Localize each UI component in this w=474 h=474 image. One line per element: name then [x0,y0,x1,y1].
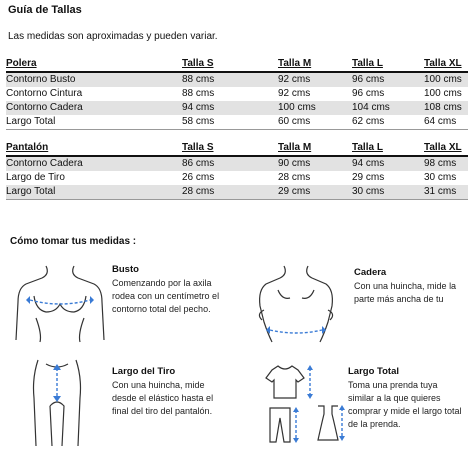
table-cell: Largo Total [6,185,182,200]
description-line: comprar y mide el largo total [348,406,462,416]
table-cell: 29 cms [278,185,352,200]
description-line: desde el elástico hasta el [112,393,214,403]
table-cell: 28 cms [278,172,311,183]
description-line: contorno total del pecho. [112,304,211,314]
table-cell: 28 cms [182,185,278,200]
page-subtitle: Las medidas son aproximadas y pueden variar. [8,31,218,42]
polera-size-table [6,56,468,130]
table-row [6,171,468,185]
description-line: Con una huincha, mide la [354,281,457,291]
table-cell: 88 cms [182,88,215,99]
table-cell: 98 cms [424,156,468,171]
howto-title: Cómo tomar tus medidas : [10,236,137,247]
table-row [6,87,468,101]
table-row [6,115,468,130]
table-header: Talla L [352,57,383,69]
bust-measure-icon [12,262,108,344]
description-line: Comenzando por la axila [112,278,212,288]
garment-length-icon [262,362,346,444]
table-cell: 96 cms [352,88,385,99]
table-row [6,156,468,171]
table-header: Talla M [278,57,312,69]
rise-measure-icon [28,358,86,450]
table-cell: 30 cms [424,172,457,183]
table-cell: 62 cms [352,115,424,130]
table-cell: 92 cms [278,88,311,99]
table-row [6,72,468,87]
pantalon-size-table [6,140,468,200]
table-cell: 31 cms [424,185,468,200]
howto-heading: Cadera [354,267,387,278]
table-cell: 60 cms [278,115,352,130]
table-cell: 64 cms [424,115,468,130]
table-cell: 26 cms [182,172,215,183]
description-line: Toma una prenda tuya [348,380,438,390]
table-cell: 30 cms [352,185,424,200]
table-cell: 88 cms [182,72,278,87]
howto-description [112,277,219,316]
table-cell: Largo de Tiro [6,172,65,183]
table-header: Polera [6,57,37,69]
table-header: Talla L [352,141,383,153]
table-cell: 29 cms [352,172,385,183]
howto-heading: Largo Total [348,366,400,377]
table-cell: 100 cms [424,88,462,99]
description-line: similar a la que quieres [348,393,441,403]
table-row [6,185,468,200]
description-line: final del tiro del pantalón. [112,406,213,416]
table-cell: 96 cms [352,72,424,87]
description-line: rodea con un centímetro el [112,291,220,301]
table-header: Talla S [182,57,214,69]
table-row [6,101,468,115]
table-cell: 108 cms [424,101,468,115]
howto-description [354,280,456,306]
description-line: Con una huincha, mide [112,380,205,390]
hip-measure-icon [250,262,342,344]
table-cell: 100 cms [424,72,468,87]
table-cell: 86 cms [182,156,278,171]
table-cell: Contorno Busto [6,72,182,87]
table-cell: 90 cms [278,156,352,171]
table-header: Pantalón [6,141,49,153]
table-cell: Largo Total [6,115,182,130]
howto-description [348,379,462,431]
table-cell: Contorno Cadera [6,156,182,171]
description-line: de la prenda. [348,419,401,429]
table-cell: 92 cms [278,72,352,87]
table-header: Talla XL [424,141,462,153]
table-header: Talla S [182,141,214,153]
howto-description [112,379,213,418]
table-header: Talla XL [424,57,462,69]
table-cell: 94 cms [352,156,424,171]
table-cell: Contorno Cintura [6,88,83,99]
table-cell: Contorno Cadera [6,101,182,115]
table-header: Talla M [278,141,312,153]
page-title: Guía de Tallas [8,4,82,16]
table-cell: 94 cms [182,101,278,115]
table-cell: 100 cms [278,101,352,115]
description-line: parte más ancha de tu [354,294,444,304]
howto-heading: Busto [112,264,139,275]
howto-heading: Largo del Tiro [112,366,176,377]
table-cell: 58 cms [182,115,278,130]
table-cell: 104 cms [352,101,424,115]
